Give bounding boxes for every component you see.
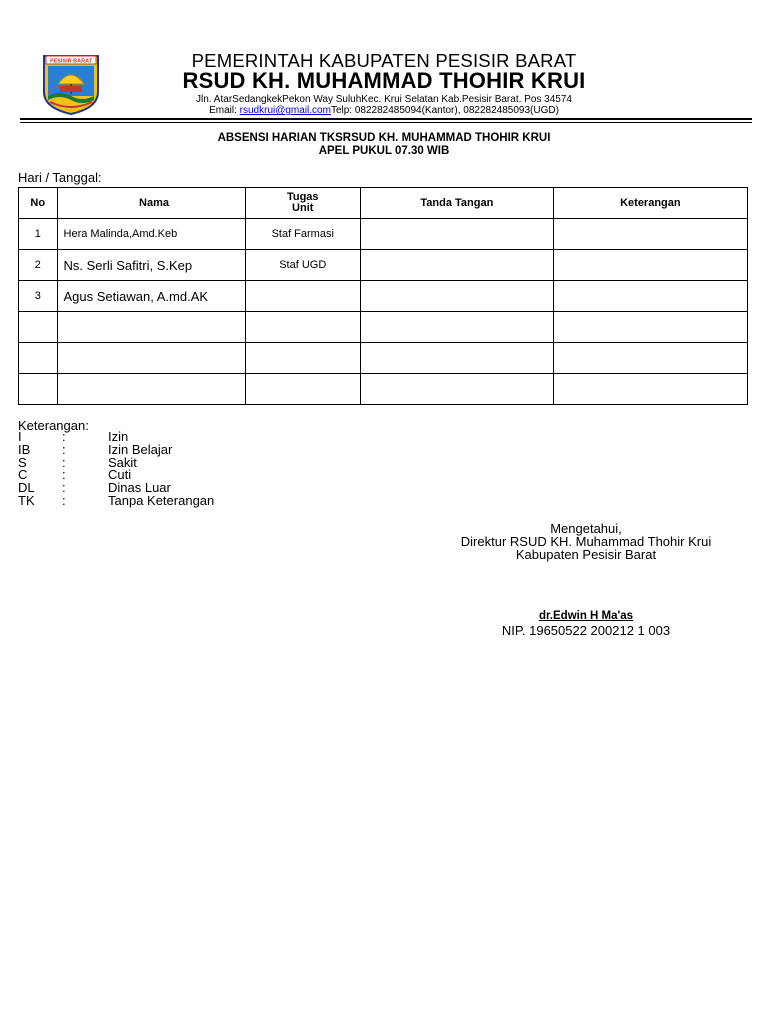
cell-tanda-tangan xyxy=(360,219,553,250)
attendance-table xyxy=(18,187,748,405)
table-header-row xyxy=(19,188,748,219)
cell-nama xyxy=(57,374,245,405)
header-tugas-unit xyxy=(245,188,360,219)
svg-text:PESISIR BARAT: PESISIR BARAT xyxy=(49,58,93,65)
document-subtitle: APEL PUKUL 07.30 WIB xyxy=(318,145,450,157)
phone-numbers: Telp: 082282485094(Kantor), 082282485093(UGD) xyxy=(330,105,559,116)
cell-keterangan xyxy=(553,343,747,374)
cell-no xyxy=(19,374,58,405)
signatory-nip: NIP. 19650522 200212 1 003 xyxy=(501,623,671,638)
header-tugas-line1: Tugas xyxy=(286,191,319,203)
legend-description: Tanpa Keterangan xyxy=(108,492,215,508)
cell-tugas: Staf Farmasi xyxy=(245,219,360,250)
email-link[interactable]: rsudkrui@gmail.com xyxy=(239,105,331,116)
legend-code: TK xyxy=(18,492,35,508)
legend-separator: : xyxy=(62,480,66,496)
email-prefix: Email: xyxy=(209,105,240,116)
cell-tugas xyxy=(245,343,360,374)
table-row xyxy=(19,250,748,281)
cell-no xyxy=(19,312,58,343)
legend-heading: Keterangan: xyxy=(18,418,89,433)
cell-no xyxy=(19,343,58,374)
header-tugas-line2: Unit xyxy=(292,202,314,214)
document-title: ABSENSI HARIAN TKSRSUD KH. MUHAMMAD THOHIR KRUI xyxy=(217,132,551,144)
cell-tanda-tangan xyxy=(360,374,553,405)
legend-separator: : xyxy=(62,467,66,483)
date-label: Hari / Tanggal: xyxy=(18,170,102,185)
cell-keterangan xyxy=(553,281,747,312)
cell-tanda-tangan xyxy=(360,343,553,374)
header-nama: Nama xyxy=(57,188,245,219)
regency-coat-of-arms-logo xyxy=(40,50,102,116)
letterhead-divider-thin xyxy=(20,122,752,123)
cell-nama: Hera Malinda,Amd.Keb xyxy=(57,219,245,250)
cell-tugas xyxy=(245,374,360,405)
legend-separator: : xyxy=(62,492,66,508)
cell-nama: Ns. Serli Safitri, S.Kep xyxy=(57,250,245,281)
signature-acknowledged: Mengetahui, xyxy=(550,521,622,536)
legend-description: Izin xyxy=(108,429,129,444)
legend-description: Izin Belajar xyxy=(108,441,173,457)
legend-separator: : xyxy=(62,429,66,444)
government-name: PEMERINTAH KABUPATEN PESISIR BARAT xyxy=(191,50,577,71)
cell-tanda-tangan xyxy=(360,250,553,281)
table-row xyxy=(19,343,748,374)
hospital-name: RSUD KH. MUHAMMAD THOHIR KRUI xyxy=(182,68,586,93)
header-keterangan: Keterangan xyxy=(553,188,747,219)
cell-tugas xyxy=(245,281,360,312)
legend-code: C xyxy=(18,467,28,483)
cell-keterangan xyxy=(553,219,747,250)
cell-tugas: Staf UGD xyxy=(245,250,360,281)
cell-no: 1 xyxy=(19,219,58,250)
cell-tanda-tangan xyxy=(360,281,553,312)
cell-tugas xyxy=(245,312,360,343)
signature-position: Direktur RSUD KH. Muhammad Thohir Krui xyxy=(460,534,712,549)
header-tanda-tangan: Tanda Tangan xyxy=(360,188,553,219)
legend-description: Dinas Luar xyxy=(108,480,171,496)
signatory-name-text: dr.Edwin H Ma'as xyxy=(538,610,634,622)
legend-description: Sakit xyxy=(108,454,137,470)
cell-keterangan xyxy=(553,312,747,343)
header-no: No xyxy=(19,188,58,219)
cell-no: 2 xyxy=(19,250,58,281)
letterhead-divider-thick xyxy=(20,118,752,120)
legend-separator: : xyxy=(62,441,66,457)
cell-nama xyxy=(57,343,245,374)
legend-description: Cuti xyxy=(108,467,132,483)
legend-code: S xyxy=(18,454,27,470)
table-row xyxy=(19,281,748,312)
cell-no: 3 xyxy=(19,281,58,312)
legend-separator: : xyxy=(62,454,66,470)
signatory-name xyxy=(408,610,764,622)
table-row xyxy=(19,312,748,343)
contact-line xyxy=(120,105,648,116)
legend-code: IB xyxy=(18,441,31,457)
cell-nama: Agus Setiawan, A.md.AK xyxy=(57,281,245,312)
cell-keterangan xyxy=(553,250,747,281)
signature-regency: Kabupaten Pesisir Barat xyxy=(515,547,657,562)
cell-tanda-tangan xyxy=(360,312,553,343)
legend-code: I xyxy=(18,429,22,444)
legend-code: DL xyxy=(18,480,35,496)
hospital-address: Jln. AtarSedangkekPekon Way SuluhKec. Krui Selatan Kab.Pesisir Barat. Pos 34574 xyxy=(196,94,572,105)
cell-keterangan xyxy=(553,374,747,405)
table-row xyxy=(19,374,748,405)
table-row xyxy=(19,219,748,250)
cell-nama xyxy=(57,312,245,343)
